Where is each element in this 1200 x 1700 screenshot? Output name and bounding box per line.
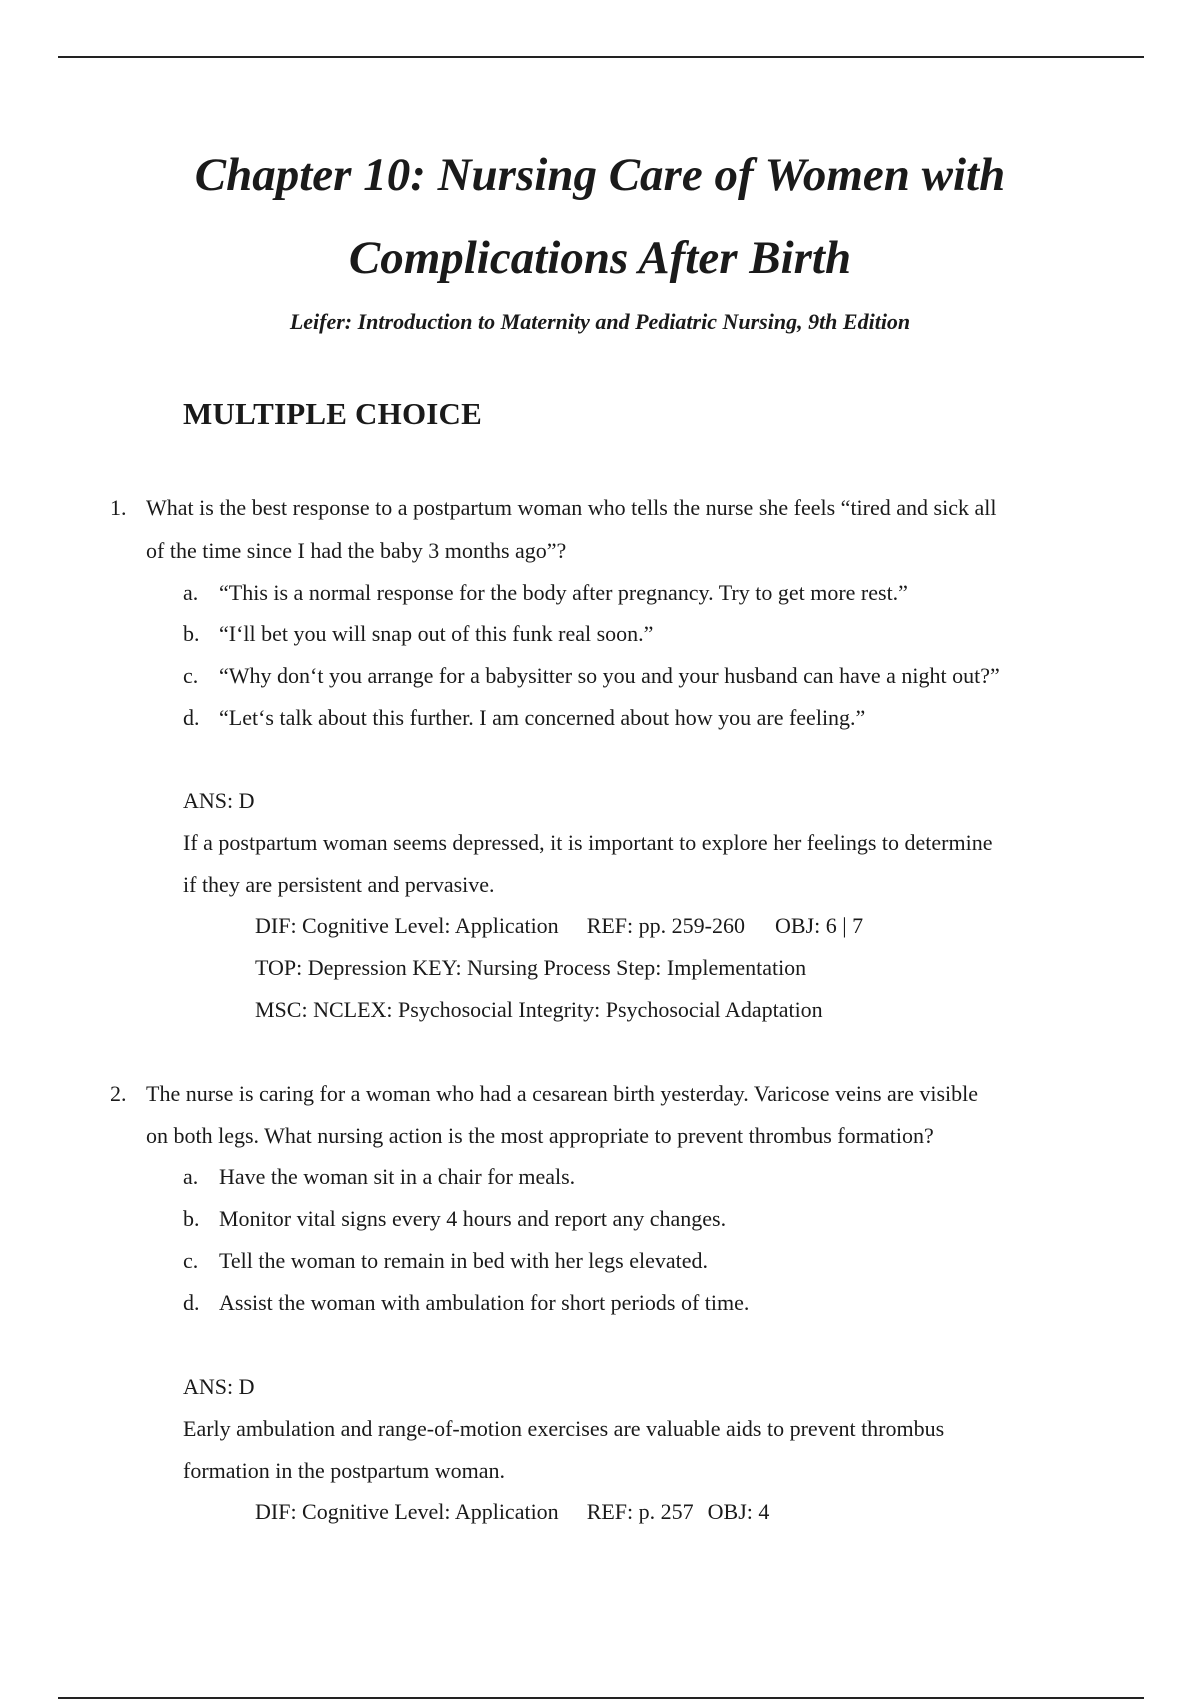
bottom-rule (58, 1697, 1144, 1699)
option-text-c: Tell the woman to remain in bed with her legs elevated. (219, 1248, 709, 1273)
question-text-line1: The nurse is caring for a woman who had a cesarean birth yesterday. Varicose veins are visible (146, 1081, 979, 1106)
option-text-b: Monitor vital signs every 4 hours and report any changes. (219, 1206, 727, 1231)
meta-top-key: TOP: Depression KEY: Nursing Process Step: Implementation (255, 955, 807, 980)
meta-msc: MSC: NCLEX: Psychosocial Integrity: Psychosocial Adaptation (255, 997, 823, 1022)
option-letter-d: d. (183, 705, 200, 730)
option-letter-b: b. (183, 1206, 200, 1231)
option-text-d: “Let‘s talk about this further. I am concerned about how you are feeling.” (219, 705, 866, 730)
chapter-title-line2: Complications After Birth (348, 232, 852, 284)
rationale-line2: if they are persistent and pervasive. (183, 872, 495, 897)
option-letter-a: a. (183, 1164, 199, 1189)
meta-dif-line (255, 912, 863, 940)
chapter-title (0, 134, 1200, 300)
meta-ref: REF: pp. 259-260 (586, 913, 745, 938)
meta-dif-line (255, 1498, 769, 1526)
question-number: 2. (110, 1081, 127, 1106)
meta-dif: DIF: Cognitive Level: Application (255, 1499, 559, 1524)
option-text-c: “Why don‘t you arrange for a babysitter so you and your husband can have a night out?” (219, 663, 1000, 688)
option-letter-d: d. (183, 1290, 200, 1315)
section-heading: MULTIPLE CHOICE (183, 396, 482, 431)
option-letter-b: b. (183, 621, 200, 646)
rationale-line1: If a postpartum woman seems depressed, it is important to explore her feelings to determine (183, 830, 993, 855)
option-letter-a: a. (183, 580, 199, 605)
question-text-line1: What is the best response to a postpartum woman who tells the nurse she feels “tired and sick all (146, 495, 997, 520)
question-text-line2: of the time since I had the baby 3 months ago”? (146, 538, 567, 563)
answer-label: ANS: D (183, 1374, 255, 1399)
rationale-line2: formation in the postpartum woman. (183, 1458, 505, 1483)
top-rule (58, 56, 1144, 58)
book-subtitle: Leifer: Introduction to Maternity and Pediatric Nursing, 9th Edition (289, 309, 911, 334)
option-letter-c: c. (183, 1248, 199, 1273)
option-text-b: “I‘ll bet you will snap out of this funk real soon.” (219, 621, 654, 646)
question-text-line2: on both legs. What nursing action is the most appropriate to prevent thrombus formation? (146, 1123, 934, 1148)
question-number: 1. (110, 495, 127, 520)
meta-obj: OBJ: 6 | 7 (774, 913, 864, 938)
rationale-line1: Early ambulation and range-of-motion exercises are valuable aids to prevent thrombus (183, 1416, 945, 1441)
option-text-d: Assist the woman with ambulation for short periods of time. (219, 1290, 750, 1315)
meta-dif: DIF: Cognitive Level: Application (255, 913, 559, 938)
option-letter-c: c. (183, 663, 199, 688)
option-text-a: “This is a normal response for the body after pregnancy. Try to get more rest.” (219, 580, 908, 605)
answer-label: ANS: D (183, 788, 255, 813)
option-text-a: Have the woman sit in a chair for meals. (219, 1164, 576, 1189)
chapter-title-line1: Chapter 10: Nursing Care of Women with (194, 149, 1006, 201)
meta-ref: REF: p. 257 (586, 1499, 694, 1524)
meta-obj: OBJ: 4 (707, 1499, 770, 1524)
